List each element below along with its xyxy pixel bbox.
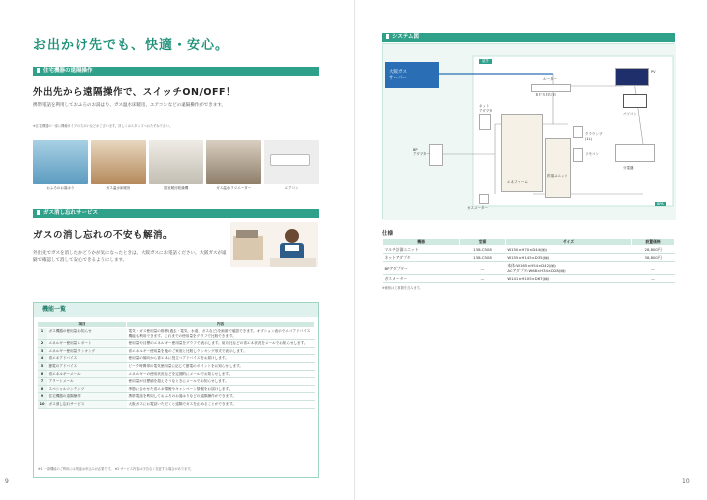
controller-label: クラウンプ (1L)	[585, 132, 603, 141]
gas-body: 外出先でガスを消したかどうかが気になったときは、大阪ガスにお電話ください。大阪ガスが遠隔で確認して消して安心できるようにします。	[33, 251, 227, 263]
gas-server-label: 大阪ガス サーバー	[389, 70, 407, 81]
feature-list-panel	[33, 302, 319, 478]
spec-model: 138-C508	[460, 246, 506, 254]
feature-name: 省エネルギーメール	[47, 370, 127, 378]
feature-row	[38, 385, 315, 393]
spec-header-model: 型番	[460, 239, 506, 246]
feature-name: スペシャルコンテンツ	[47, 385, 127, 393]
bpa-tag: BPA	[657, 202, 664, 206]
photo-floor-heating	[91, 140, 146, 192]
spec-size: 本体:W165×H54×D42(㎜) ACアダプタ:W68×H34×D28(㎜)	[505, 262, 631, 275]
radiator-image	[206, 140, 261, 184]
photo-aircon	[264, 140, 319, 192]
remote-section-band: 住宅機器の遠隔操作	[33, 67, 319, 76]
feature-row	[38, 347, 315, 355]
remote-note: ※住宅機器の一部に機種タイプのちがいなどがございます。詳しくはスタッフへおたずね下さい。	[33, 124, 173, 128]
remote-box	[573, 126, 583, 138]
gas-meter-label: ガスメーター	[467, 206, 488, 210]
spec-price: 38,800円	[632, 254, 675, 262]
spec-price: —	[632, 275, 675, 283]
outdoor-tag: 屋外	[479, 59, 492, 64]
feature-row	[38, 362, 315, 370]
remote-body: 携帯電話を利用しておふろのお湯はり、ガス温水床暖房、エアコンなどの遠隔操作ができます。	[33, 103, 226, 108]
call-center-illustration	[230, 222, 318, 267]
feature-name: 住宅機器の遠隔操作	[47, 393, 127, 401]
pv-label: PV	[651, 70, 656, 74]
bath-image	[33, 140, 88, 184]
feature-name: ガス機器の使用量お知らせ	[47, 328, 127, 340]
spec-model: —	[460, 275, 506, 283]
feature-row	[38, 400, 315, 408]
spec-item: マルチ計測ユニット	[383, 246, 460, 254]
page-title: お出かけ先でも、快適・安心。	[33, 38, 230, 53]
spec-row	[383, 254, 675, 262]
photo-bath-dryer	[149, 140, 204, 192]
spec-row	[383, 246, 675, 254]
feature-description: 使用量の傾向から省エネに役立つアドバイスをお届けします。	[127, 355, 315, 363]
feature-description: 携帯電話を利用しておふろのお湯はりなどの遠隔操作ができます。	[127, 393, 315, 401]
spec-header-item: 機器	[383, 239, 460, 246]
photo-bath	[33, 140, 88, 192]
feature-name: 節電のアドバイス	[47, 362, 127, 370]
feature-name: アラートメール	[47, 378, 127, 386]
feature-description: ピーク時間帯の電気使用量に応じて節電のポイントをお知らせします。	[127, 362, 315, 370]
panel-label: 分電盤	[623, 166, 634, 170]
feature-footnote: ※1 一部機能のご利用には別途お申込みが必要です。 ※2 サービス内容は予告なく変更する場合があります。	[38, 467, 194, 471]
tank-label: 貯湯ユニット	[547, 174, 568, 178]
remote-label: リモコン	[585, 152, 599, 156]
spec-header-price: 設置価格	[632, 239, 675, 246]
photo-caption: 浴室暖房乾燥機	[163, 186, 189, 190]
bath-dryer-image	[149, 140, 204, 184]
photo-caption: おふろのお湯はり	[46, 186, 75, 190]
spec-item: ガスメーター	[383, 275, 460, 283]
feature-header-content: 内容	[127, 322, 315, 328]
feature-description: 大阪ガスにお電話いただくと遠隔でガスを止めることができます。	[127, 400, 315, 408]
net-adapter-box	[479, 114, 491, 130]
feature-row	[38, 328, 315, 340]
enefarm-label: エネファーム	[507, 180, 528, 184]
spec-model: —	[460, 262, 506, 275]
feature-number: 10	[38, 400, 47, 408]
left-page	[0, 0, 353, 500]
feature-row	[38, 370, 315, 378]
bp-adapter-box	[429, 144, 443, 166]
spec-price: —	[632, 262, 675, 275]
feature-table	[37, 321, 315, 409]
spec-size: W141×H105×D67(㎜)	[505, 275, 631, 283]
feature-description: 使用量が目標値を超えそうなときにメールでお知らせします。	[127, 378, 315, 386]
feature-row	[38, 355, 315, 363]
feature-row	[38, 393, 315, 401]
feature-row	[38, 378, 315, 386]
pc-box	[623, 94, 647, 108]
feature-number: 8	[38, 385, 47, 393]
pc-label: パソコン	[623, 112, 637, 116]
photo-caption: ガス温水床暖房	[105, 186, 131, 190]
feature-number: 9	[38, 393, 47, 401]
feature-number: 7	[38, 378, 47, 386]
spec-note: ※価格は工事費を含みます。	[382, 286, 423, 290]
spec-size: W155×H145×D35(㎜)	[505, 254, 631, 262]
solar-panel	[615, 68, 649, 86]
router-label: ルーター	[543, 77, 557, 81]
feature-description: 電気・ガス使用量の推移(過去・電気、水道、ガスなど)を画面で確認できます。オプション表示でエコアドバイス機能も利用できます。これまでの使用量をグラフで比較できます。	[127, 328, 315, 340]
spec-title: 仕様	[382, 231, 394, 237]
feature-name: ガス消し忘れサービス	[47, 400, 127, 408]
feature-number: 1	[38, 328, 47, 340]
photo-caption: ガス温水ラジエーター	[216, 186, 252, 190]
aircon-image	[264, 140, 319, 184]
feature-description: 省エネルギー使用量を他のご家庭と比較しランキング形式で表示します。	[127, 347, 315, 355]
feature-number: 6	[38, 370, 47, 378]
hub-box	[531, 84, 571, 92]
panel-box	[615, 144, 655, 162]
spec-table	[382, 238, 675, 283]
feature-header-item: 項目	[38, 322, 127, 328]
feature-row	[38, 340, 315, 348]
page-number-left: 9	[5, 478, 9, 485]
photo-radiator	[206, 140, 261, 192]
appliance-photos	[33, 140, 319, 192]
feature-number: 5	[38, 362, 47, 370]
net-adapter-label: ネット アダプタ	[479, 104, 493, 113]
gas-meter-box	[479, 194, 489, 204]
feature-description: 季節に合わせた省エネ情報やキャンペーン情報をお届けします。	[127, 385, 315, 393]
gas-server-box	[385, 62, 439, 88]
tank-unit	[545, 138, 571, 198]
floor-heating-image	[91, 140, 146, 184]
feature-name: エネルギー使用量レポート	[47, 340, 127, 348]
feature-name: 省エネアドバイス	[47, 355, 127, 363]
page-number-right: 10	[682, 478, 690, 485]
gas-section-band: ガス消し忘れサービス	[33, 209, 319, 218]
spec-row	[383, 262, 675, 275]
feature-number: 2	[38, 340, 47, 348]
bp-adapter-label: BP アダプター	[413, 148, 431, 156]
hub-label: ＢＰＳＨＵＢ	[535, 93, 556, 97]
spec-header-size: サイズ	[505, 239, 631, 246]
feature-number: 3	[38, 347, 47, 355]
gas-headline: ガスの消し忘れの不安も解消。	[33, 230, 174, 241]
spec-model: 138-C508	[460, 254, 506, 262]
feature-list-title: 機能一覧	[34, 303, 318, 317]
spec-item: ネットアダプタ	[383, 254, 460, 262]
system-diagram	[382, 43, 675, 219]
spec-row	[383, 275, 675, 283]
diagram-band: システム図	[382, 33, 675, 42]
photo-caption: エアコン	[284, 186, 299, 190]
feature-description: 使用量や目標のエネルギー使用量をグラフで表示します。前月比などの省エネ状況をメールでお知らせします。	[127, 340, 315, 348]
spec-price: 28,800円	[632, 246, 675, 254]
spec-item: BPアダプター	[383, 262, 460, 275]
remote-controller-box	[573, 148, 583, 162]
feature-description: エネルギーの使用状況などを定期的にメールでお知らせします。	[127, 370, 315, 378]
spec-size: W150×H70×D44(㎜)	[505, 246, 631, 254]
right-page	[354, 0, 707, 500]
feature-name: エネルギー使用量ランキング	[47, 347, 127, 355]
feature-number: 4	[38, 355, 47, 363]
remote-headline: 外出先から遠隔操作で、スイッチON/OFF！	[33, 87, 236, 98]
